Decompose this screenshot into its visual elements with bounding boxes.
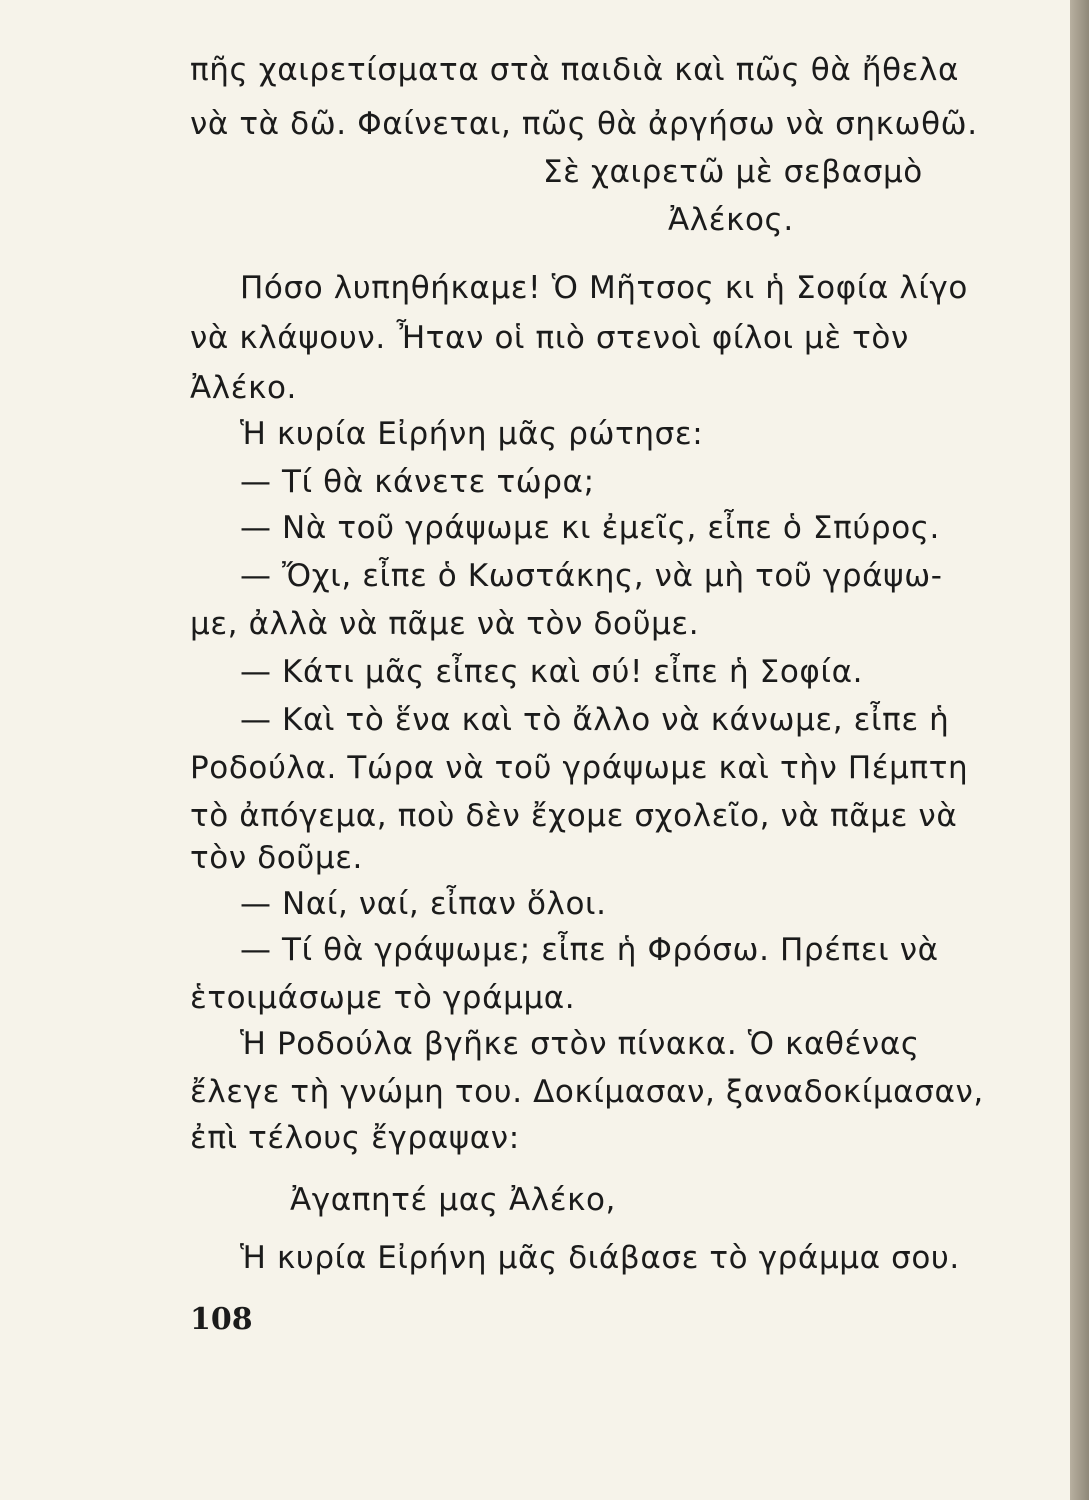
dialogue-line: — Τί θὰ κάνετε τώρα; bbox=[240, 464, 595, 500]
dialogue-line: — Ναί, ναί, εἶπαν ὅλοι. bbox=[240, 886, 607, 922]
text-line: Ροδούλα. Τώρα νὰ τοῦ γράψωμε καὶ τὴν Πέμπτη bbox=[190, 750, 969, 786]
text-line: ἔλεγε τὴ γνώμη του. Δοκίμασαν, ξαναδοκίμασαν, bbox=[190, 1074, 984, 1110]
text-line: Ἡ Ροδούλα βγῆκε στὸν πίνακα. Ὁ καθένας bbox=[240, 1026, 920, 1062]
text-line: με, ἀλλὰ νὰ πᾶμε νὰ τὸν δοῦμε. bbox=[190, 606, 700, 642]
text-line: Ἡ κυρία Εἰρήνη μᾶς ρώτησε: bbox=[240, 416, 704, 452]
text-line: ἐπὶ τέλους ἔγραψαν: bbox=[190, 1120, 520, 1156]
text-line: νὰ τὰ δῶ. Φαίνεται, πῶς θὰ ἀργήσω νὰ σηκωθῶ. bbox=[190, 106, 978, 142]
text-line: Πόσο λυπηθήκαμε! Ὁ Μῆτσος κι ἡ Σοφία λίγο bbox=[240, 270, 968, 306]
text-line: Ἡ κυρία Εἰρήνη μᾶς διάβασε τὸ γράμμα σου. bbox=[240, 1240, 960, 1276]
text-line: ἑτοιμάσωμε τὸ γράμμα. bbox=[190, 980, 576, 1016]
text-line: τὸν δοῦμε. bbox=[190, 840, 364, 876]
text-line: Ἀλέκο. bbox=[190, 370, 297, 406]
dialogue-line: — Κάτι μᾶς εἶπες καὶ σύ! εἶπε ἡ Σοφία. bbox=[240, 654, 864, 690]
text-line: νὰ κλάψουν. Ἦταν οἱ πιὸ στενοὶ φίλοι μὲ τὸν bbox=[190, 320, 909, 356]
text-line: πῆς χαιρετίσματα στὰ παιδιὰ καὶ πῶς θὰ ἤθελα bbox=[190, 52, 959, 88]
page-edge bbox=[1070, 0, 1089, 1500]
letter-salutation: Ἀγαπητέ μας Ἀλέκο, bbox=[290, 1182, 616, 1218]
page-number: 108 bbox=[190, 1302, 253, 1337]
dialogue-line: — Καὶ τὸ ἕνα καὶ τὸ ἄλλο νὰ κάνωμε, εἶπε ἡ bbox=[240, 702, 950, 738]
text-line: τὸ ἀπόγεμα, ποὺ δὲν ἔχομε σχολεῖο, νὰ πᾶμε νὰ bbox=[190, 798, 958, 834]
dialogue-line: — Τί θὰ γράψωμε; εἶπε ἡ Φρόσω. Πρέπει νὰ bbox=[240, 932, 939, 968]
letter-signature: Ἀλέκος. bbox=[668, 202, 794, 238]
letter-closing: Σὲ χαιρετῶ μὲ σεβασμὸ bbox=[543, 154, 923, 190]
dialogue-line: — Ὄχι, εἶπε ὁ Κωστάκης, νὰ μὴ τοῦ γράψω- bbox=[240, 558, 943, 594]
dialogue-line: — Νὰ τοῦ γράψωμε κι ἐμεῖς, εἶπε ὁ Σπύρος. bbox=[240, 510, 941, 546]
